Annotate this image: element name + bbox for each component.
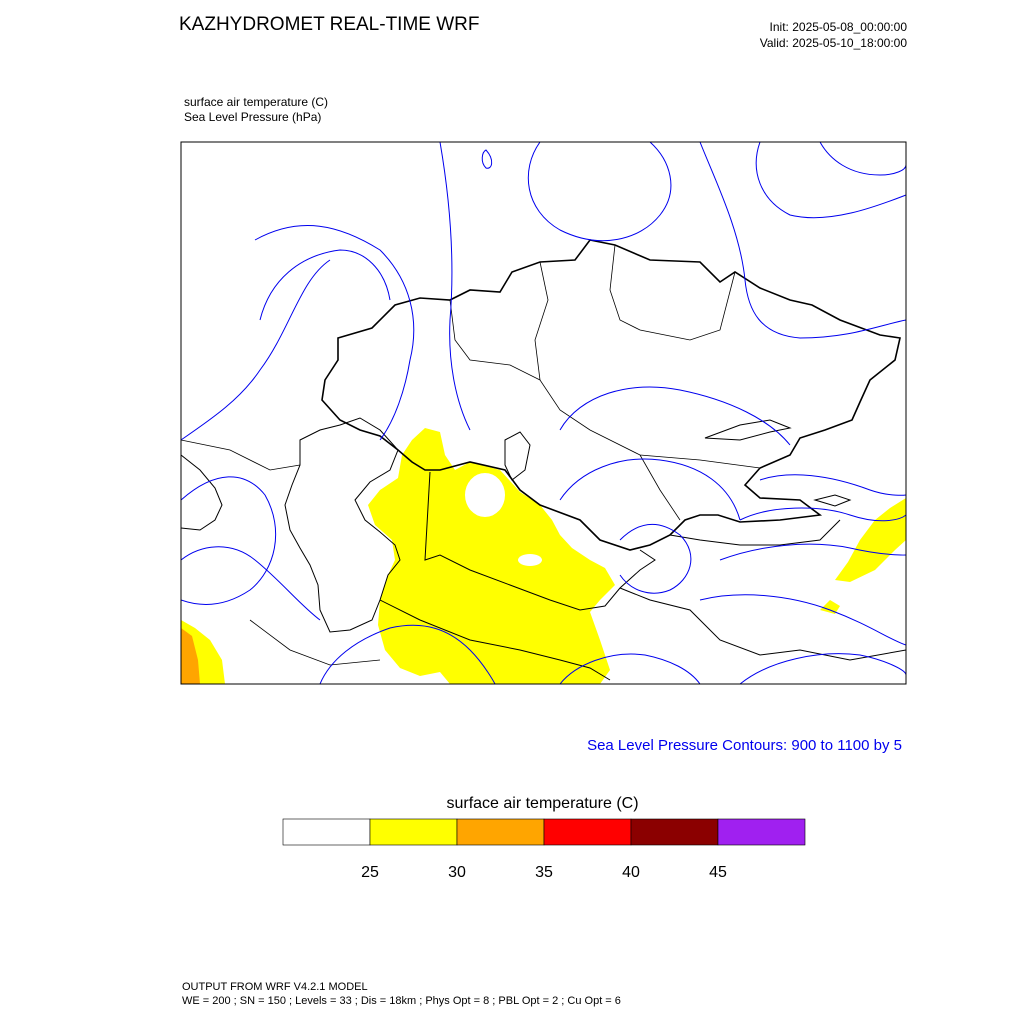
colorbar-tick: 40 [622,864,640,881]
colorbar-swatch [631,819,718,845]
colorbar-swatch [370,819,457,845]
isobar [700,142,906,338]
isobar [760,475,906,495]
isobar [482,150,491,168]
colorbar-tick: 45 [709,864,727,881]
footer-model: OUTPUT FROM WRF V4.2.1 MODEL [182,981,368,993]
issyk-kul [815,495,850,506]
model-footer [182,980,621,1008]
isobar [528,142,671,241]
aral-sea [505,432,530,480]
russia-south-border [181,440,300,470]
internal-border-2 [610,245,735,340]
colorbar-tick: 30 [448,864,466,881]
isobar [700,595,906,645]
isobar [820,142,906,175]
map-title: KAZHYDROMET REAL-TIME WRF [179,14,480,35]
internal-border-1 [535,262,760,468]
isobar [740,654,906,684]
cool-pocket-2 [518,554,542,566]
colorbar-title: surface air temperature (C) [446,795,639,812]
isobar [181,547,320,620]
temp-25-30-east [835,498,906,582]
isobar [181,477,276,605]
colorbar-tick: 35 [535,864,553,881]
isobar [260,250,390,320]
temperature-colorbar [283,819,805,881]
cool-pocket [465,473,505,517]
iran-border [250,620,380,665]
colorbar-swatch [283,819,370,845]
isobar [181,260,330,440]
init-time: Init: 2025-05-08_00:00:00 [769,20,907,34]
field-pressure: Sea Level Pressure (hPa) [184,110,322,124]
footer-config: WE = 200 ; SN = 150 ; Levels = 33 ; Dis = 18km ; Phys Opt = 8 ; PBL Opt = 2 ; Cu Opt = 6 [182,995,621,1007]
valid-time: Valid: 2025-05-10_18:00:00 [759,36,907,50]
internal-border-3 [450,300,540,380]
kyrgyz-border [670,520,840,545]
isobar [255,226,414,440]
isobar [620,524,691,593]
field-temperature: surface air temperature (C) [184,95,329,109]
colorbar-swatch [457,819,544,845]
colorbar-swatch [718,819,805,845]
colorbar-swatch [544,819,631,845]
balkhash [705,420,790,440]
map-canvas [0,142,1024,1024]
colorbar-tick: 25 [361,864,379,881]
internal-border-4 [640,455,680,520]
contour-note: Sea Level Pressure Contours: 900 to 1100 by 5 [587,737,902,754]
isobar [560,459,740,520]
isobar [440,142,470,430]
black-sea-coast [181,455,222,530]
isobar [756,142,906,218]
